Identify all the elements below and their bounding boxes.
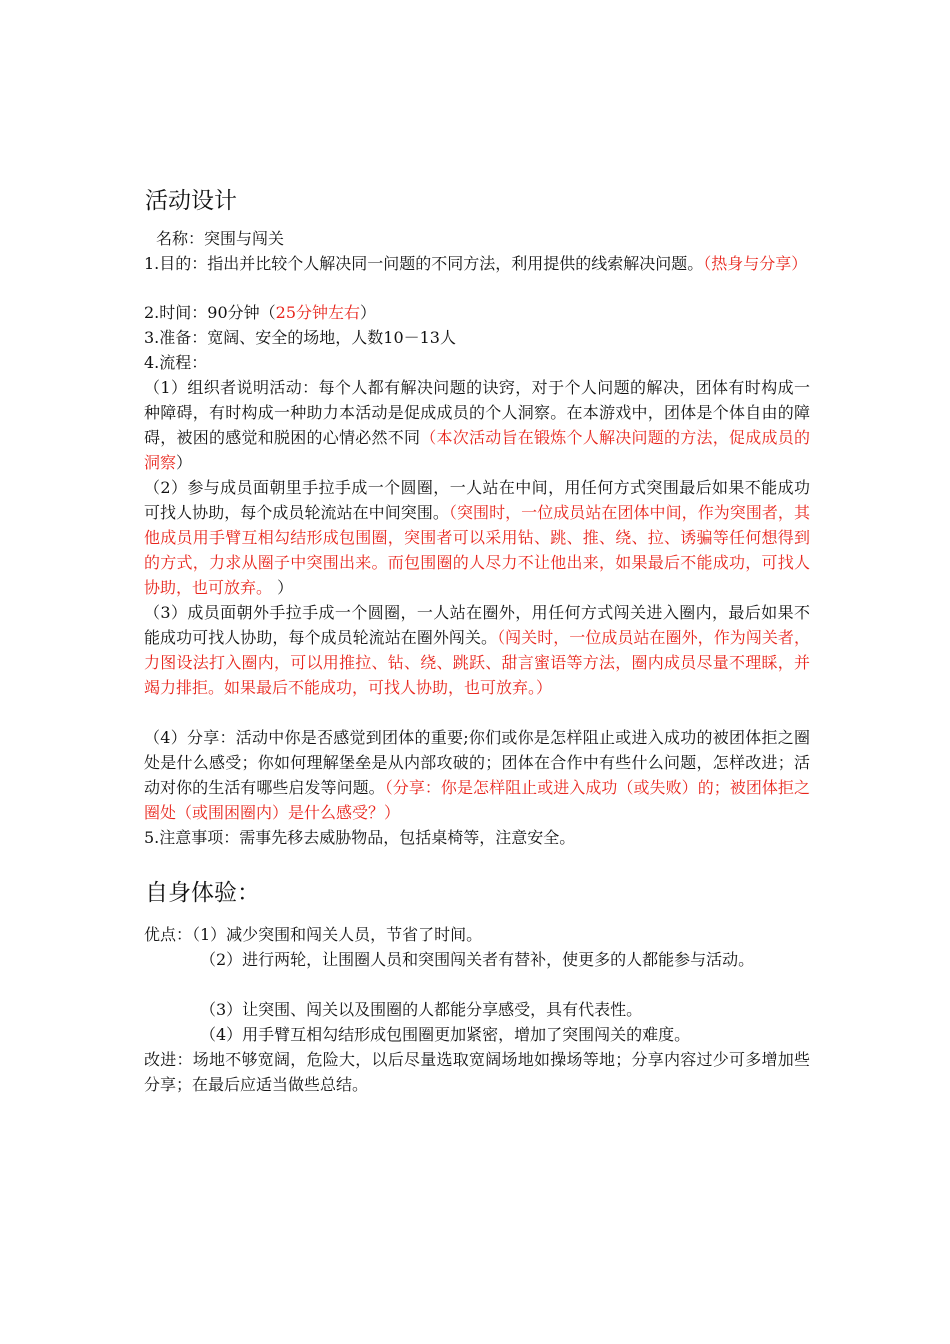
- improvement-paragraph: 改进：场地不够宽阔，危险大，以后尽量选取宽阔场地如操场等地；分享内容过少可多增加些分享；在最后应适当做些总结。: [144, 1050, 810, 1094]
- time-close: ）: [360, 303, 377, 322]
- purpose-note: （热身与分享）: [703, 254, 808, 273]
- pro-item-2: （2）进行两轮，让围圈人员和突围闯关者有替补，使更多的人都能参与活动。: [200, 950, 755, 969]
- step-3-text: （3）成员面朝外手拉手成一个圆圈，一人站在圈外，用任何方式闯关进入圈内，最后如果不能成功可找人协助，每个成员轮流站在圈外闯关。: [144, 603, 810, 647]
- safety-notes: 5.注意事项：需事先移去威胁物品，包括桌椅等，注意安全。: [144, 828, 576, 847]
- time-paragraph: [144, 300, 810, 325]
- step-3-note: （闯关时，一位成员站在圈外，作为闯关者，力图设法打入圈内，可以用推拉、钻、绕、跳跃、甜言蜜语等方法，圈内成员尽量不理睬，并竭力排拒。如果最后不能成功，可找人协助，也可放弃。）: [144, 628, 810, 697]
- section-heading-experience: 自身体验：: [145, 880, 260, 906]
- preparation-line: 3.准备：宽阔、安全的场地，人数10－13人: [144, 328, 456, 347]
- step-3-paragraph: [144, 600, 810, 700]
- step-1-text: （1）组织者说明活动：每个人都有解决问题的诀窍，对于个人问题的解决，团体有时构成一种障碍，有时构成一种助力本活动是促成成员的个人洞察。在本游戏中，团体是个体自由的障碍，被困的感觉和脱困的心情必然不同: [144, 378, 810, 447]
- step-2-paragraph: [144, 475, 810, 600]
- time-note: 25分钟左右: [275, 303, 361, 322]
- pro-item-3: （3）让突围、闯关以及围圈的人都能分享感受，具有代表性。: [200, 1000, 643, 1019]
- purpose-paragraph: [144, 251, 810, 276]
- section-heading-activity-design: 活动设计: [145, 188, 237, 214]
- pro-item-4: （4）用手臂互相勾结形成包围圈更加紧密，增加了突围闯关的难度。: [200, 1025, 691, 1044]
- flow-heading: 4.流程：: [144, 353, 208, 372]
- step-2-note: （突围时，一位成员站在团体中间，作为突围者，其他成员用手臂互相勾结形成包围圈，突围者可以采用钻、跳、推、绕、拉、诱骗等任何想得到的方式，力求从圈子中突围出来。而包围圈的人尽力不让他出来，如果最后不能成功，可找人协助，也可放弃。: [144, 503, 810, 597]
- step-2-close: ）: [272, 578, 294, 597]
- pro-item-1: 优点：（1）减少突围和闯关人员，节省了时间。: [144, 925, 483, 944]
- time-text: 2.时间：90分钟（: [144, 303, 276, 322]
- step-1-note: （本次活动旨在锻炼个人解决问题的方法，促成成员的洞察: [144, 428, 810, 472]
- step-4-note: （分享：你是怎样阻止或进入成功（或失败）的；被团体拒之圈处（或围困圈内）是什么感受？）: [144, 778, 810, 822]
- purpose-text: 1.目的：指出并比较个人解决同一问题的不同方法，利用提供的线索解决问题。: [144, 254, 704, 273]
- step-2-text: （2）参与成员面朝里手拉手成一个圆圈，一人站在中间，用任何方式突围最后如果不能成功可找人协助，每个成员轮流站在中间突围。: [144, 478, 810, 522]
- step-4-paragraph: [144, 725, 810, 825]
- step-4-text: （4）分享：活动中你是否感觉到团体的重要;你们或你是怎样阻止或进入成功的被团体拒之圈处是什么感受；你如何理解堡垒是从内部攻破的；团体在合作中有些什么问题，怎样改进；活动对你的生活有哪些启发等问题。: [144, 728, 810, 797]
- step-1-paragraph: [144, 375, 810, 475]
- step-1-close: ）: [176, 453, 193, 472]
- activity-name: 名称：突围与闯关: [156, 229, 285, 248]
